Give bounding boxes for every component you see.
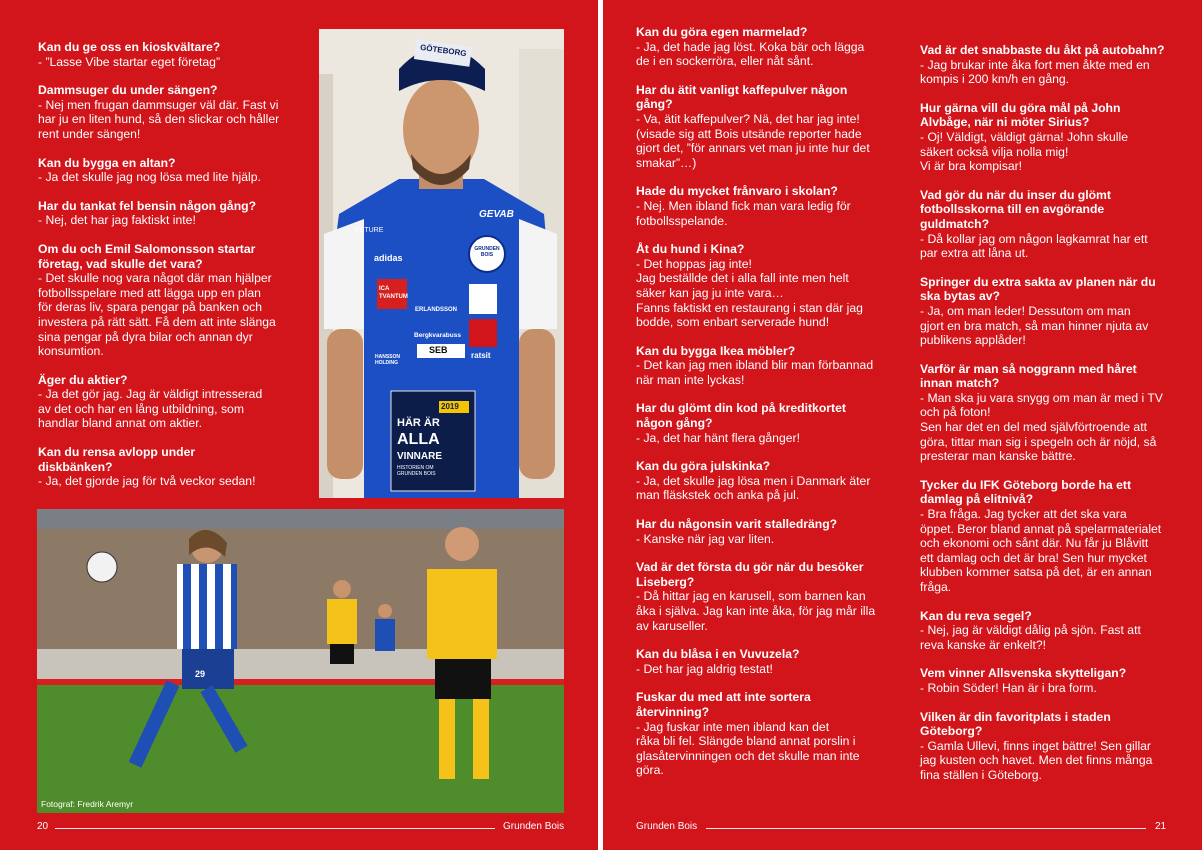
answer: - Kanske när jag var liten. — [636, 531, 775, 546]
answer: - Det kan jag men ibland blir man förbannad när man inte lyckas! — [636, 358, 874, 387]
qa-item — [920, 43, 1190, 87]
question: Hur gärna vill du göra mål på John Alvbåge, när ni möter Sirius? — [920, 100, 1121, 130]
qa-item — [920, 101, 1190, 174]
player-portrait-illustration — [319, 29, 564, 498]
qa-item — [38, 156, 300, 185]
question: Har du tankat fel bensin någon gång? — [38, 198, 257, 213]
left-page — [0, 0, 598, 850]
question: Dammsuger du under sängen? — [38, 83, 218, 98]
qa-item — [38, 199, 300, 228]
question: Fuskar du med att inte sortera återvinning? — [636, 690, 811, 719]
question: Kan du ge oss en kioskvältare? — [38, 40, 221, 54]
answer: - Man ska ju vara snygg om man är med i TV och på foton! Sen har det en del med självförtroende att göra, tittar man sig i spegeln och är nöjd, så presterar man kanske bättre. — [920, 390, 1163, 464]
answer: - Nej. Men ibland fick man vara ledig för fotbollsspelande. — [636, 198, 851, 228]
question: Kan du blåsa i en Vuvuzela? — [636, 647, 800, 662]
answer: - Oj! Väldigt, väldigt gärna! John skulle säkert också vilja nolla mig! Vi är bra kompisar! — [920, 129, 1128, 174]
question: Springer du extra sakta av planen när du ska bytas av? — [920, 274, 1156, 304]
brand-adidas: adidas — [374, 253, 403, 263]
answer: - Det har jag aldrig testat! — [636, 661, 773, 676]
middle-qa-column — [636, 25, 898, 792]
question: Varför är man så noggrann med håret innan match? — [920, 361, 1137, 391]
photo-credit-caption: Fotograf: Fredrik Aremyr — [41, 799, 134, 809]
question: Kan du rensa avlopp under diskbänken? — [38, 445, 196, 474]
qa-item — [636, 459, 898, 503]
answer: - Bra fråga. Jag tycker att det ska vara öppet. Beror bland annat på spelarmaterialet och ekonomi och sånt där. Nu får ju Blåvitt ett damlag och det är bra! Sen hur mycket klubben kommer satsa på det, är en annan fråga. — [920, 507, 1162, 594]
question: Kan du reva segel? — [920, 608, 1032, 623]
footer-title-right: Grunden Bois — [636, 821, 698, 832]
footer-rule-left — [55, 828, 495, 829]
qa-item — [920, 362, 1190, 464]
book-subtitle: HISTORIEN OM GRUNDEN BOIS — [397, 465, 436, 477]
qa-item — [636, 690, 898, 778]
question: Har du glömt din kod på kreditkortet någon gång? — [636, 401, 846, 431]
sponsor-seb: SEB — [429, 345, 448, 355]
qa-item — [920, 666, 1190, 695]
question: Kan du göra egen marmelad? — [636, 25, 808, 39]
match-action-illustration — [37, 509, 564, 813]
question: Vad är det första du gör när du besöker Liseberg? — [636, 560, 864, 589]
answer: - Jag brukar inte åka fort men åkte med en kompis i 200 km/h en gång. — [920, 57, 1150, 87]
book-year: 2019 — [441, 402, 459, 411]
right-qa-column — [920, 43, 1190, 797]
answer: - Nej, det har jag faktiskt inte! — [38, 213, 196, 228]
right-page — [603, 0, 1202, 850]
question: Vem vinner Allsvenska skytteligan? — [920, 666, 1127, 681]
question: Kan du göra julskinka? — [636, 459, 771, 474]
qa-item — [38, 373, 300, 431]
answer: - Då kollar jag om någon lagkamrat har ett par extra att låna ut. — [920, 231, 1148, 261]
answer: - Det hoppas jag inte! Jag beställde det i alla fall inte men helt säker kan jag ju inte vara… Fanns faktiskt en restaurang i stan där jag bodde, som enbart serverade hund! — [636, 256, 863, 330]
answer: - Ja det skulle jag nog lösa med lite hjälp. — [38, 170, 261, 185]
qa-item — [636, 83, 898, 171]
answer: - ”Lasse Vibe startar eget företag” — [38, 54, 221, 69]
qa-item — [636, 184, 898, 228]
qa-item — [636, 647, 898, 676]
qa-item — [636, 344, 898, 388]
qa-item — [636, 517, 898, 546]
qa-item — [38, 445, 300, 489]
answer: - Va, ätit kaffepulver? Nä, det har jag inte! (visade sig att Bois utsände reporter hade gjort det, ”för annars vet man ju inte hur det smakar”…) — [636, 111, 870, 170]
sponsor-gevab: GEVAB — [479, 209, 514, 220]
qa-item — [38, 83, 300, 141]
qa-item — [636, 560, 898, 633]
qa-item — [636, 25, 898, 69]
question: Äger du aktier? — [38, 372, 128, 387]
left-qa-column — [38, 40, 300, 503]
answer: - Jag fuskar inte men ibland kan det råka bli fel. Slängde bland annat porslin i glasåtervinningen och det skulle man inte göra. — [636, 719, 860, 778]
answer: - Ja, det har hänt flera gånger! — [636, 430, 800, 445]
qa-item — [920, 609, 1190, 653]
player-shirt-number: 29 — [195, 669, 206, 679]
question: Har du ätit vanligt kaffepulver någon gång? — [636, 82, 848, 112]
match-action-photo — [37, 509, 564, 813]
answer: - Gamla Ullevi, finns inget bättre! Sen gillar jag kusten och havet. Men det finns många fina ställen i Göteborg. — [920, 738, 1153, 782]
question: Om du och Emil Salomonsson startar företag, vad skulle det vara? — [38, 241, 256, 271]
question: Tycker du IFK Göteborg borde ha ett damlag på elitnivå? — [920, 477, 1132, 507]
answer: - Nej men frugan dammsuger väl där. Fast vi har ju en liten hund, så den slickar och håller rent under sängen! — [38, 97, 280, 141]
page-number-right: 21 — [1155, 821, 1167, 832]
page-number-left: 20 — [37, 821, 49, 832]
question: Har du någonsin varit stalledräng? — [636, 517, 838, 532]
sponsor-ratsit: ratsit — [471, 351, 491, 360]
footer-title-left: Grunden Bois — [503, 821, 565, 832]
qa-item — [920, 710, 1190, 783]
answer: - Robin Söder! Han är i bra form. — [920, 680, 1097, 695]
answer: - Ja, det skulle jag lösa men i Danmark äter man fläskstek och anka på jul. — [636, 473, 871, 503]
answer: - Då hittar jag en karusell, som barnen kan åka i själva. Jag kan inte åka, för jag mår illa av karuseller. — [636, 589, 876, 633]
question: Vad är det snabbaste du åkt på autobahn? — [920, 43, 1165, 57]
question: Åt du hund i Kina? — [636, 242, 745, 257]
qa-item — [38, 40, 300, 69]
qa-item — [920, 188, 1190, 261]
answer: - Det skulle nog vara något där man hjälper fotbollsspelare med att lägga upp en plan för deras liv, spara pengar på banken och investera på rätt sätt. Få dem att inte slänga sina pengar på dyra bilar och annan dyr konsumtion. — [38, 271, 276, 359]
book-title-1: HÄR ÄR — [397, 417, 440, 429]
question: Hade du mycket frånvaro i skolan? — [636, 184, 838, 199]
headband-text: GÖTEBORG — [419, 42, 468, 59]
sponsor-future: FUTURE — [355, 227, 384, 234]
book-title-2: ALLA — [397, 431, 440, 448]
question: Kan du bygga Ikea möbler? — [636, 343, 796, 358]
qa-item — [38, 242, 300, 359]
answer: - Ja, det hade jag löst. Koka bär och lägga de i en sockerröra, eller nåt sånt. — [636, 39, 865, 69]
answer: - Ja, det gjorde jag för två veckor sedan! — [38, 474, 256, 489]
sponsor-erlandsson: ERLANDSSON — [415, 307, 458, 313]
sponsor-hansson: HANSSON HOLDING — [375, 354, 401, 366]
question: Vad gör du när du inser du glömt fotbollsskorna till en avgörande guldmatch? — [920, 187, 1111, 231]
sponsor-bergkvara: Bergkvarabuss — [414, 332, 461, 339]
book-title-3: VINNARE — [397, 451, 443, 462]
sponsor-ica: ICA TVANTUM — [379, 286, 408, 300]
qa-item — [636, 401, 898, 445]
footer-rule-right — [706, 828, 1146, 829]
crest-text: GRUNDEN BOIS — [474, 246, 500, 258]
question: Vilken är din favoritplats i staden Göteborg? — [920, 709, 1111, 739]
answer: - Ja, om man leder! Dessutom om man gjort en bra match, så man hinner njuta av publikens applåder! — [920, 303, 1149, 348]
answer: - Ja det gör jag. Jag är väldigt intresserad av det och har en lång utbildning, som handlar bland annat om aktier. — [38, 387, 263, 431]
qa-item — [636, 242, 898, 330]
player-portrait-photo — [319, 29, 564, 498]
answer: - Nej, jag är väldigt dålig på sjön. Fast att reva kanske är enkelt?! — [920, 623, 1141, 652]
qa-item — [920, 275, 1190, 348]
question: Kan du bygga en altan? — [38, 155, 176, 170]
qa-item — [920, 478, 1190, 595]
